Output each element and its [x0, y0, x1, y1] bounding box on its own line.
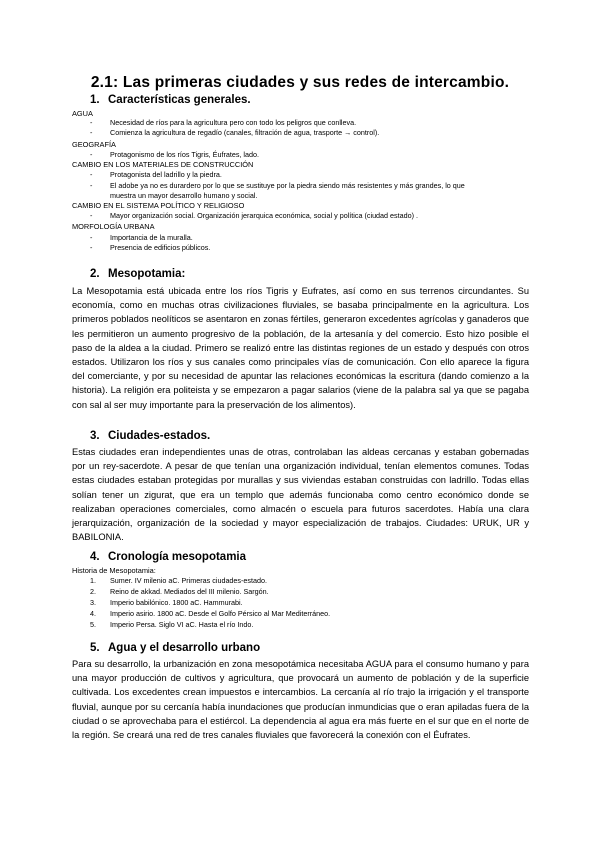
- list-item-number: 2.: [90, 587, 96, 596]
- list-item-text: Comienza la agricultura de regadío (canales, filtración de agua, trasporte → control).: [110, 128, 380, 137]
- list-item: - Mayor organización social. Organización jerarquica económica, social y política (ciudad estado) .: [90, 211, 419, 220]
- historia-label: Historia de Mesopotamia:: [72, 566, 156, 575]
- list-item-text: Imperio babilónico. 1800 aC. Hammurabi.: [110, 598, 243, 607]
- list-item: - Protagonismo de los ríos Tigris, Éufrates, lado.: [90, 150, 260, 159]
- section-number: 2.: [90, 268, 100, 280]
- list-item-text: El adobe ya no es durardero por lo que se sustituye por la piedra siendo más resistentes y más grandes, lo que: [110, 181, 465, 190]
- list-item-text: Imperio asirio. 1800 aC. Desde el Golfo Pérsico al Mar Mediterráneo.: [110, 609, 331, 618]
- list-item-number: 3.: [90, 598, 96, 607]
- section-2-heading: [90, 268, 185, 280]
- list-item: [90, 609, 330, 618]
- section-3-heading: [90, 430, 210, 442]
- list-item-text: Protagonismo de los ríos Tigris, Éufrates, lado.: [110, 150, 260, 159]
- list-item-text: Sumer. IV milenio aC. Primeras ciudades-estado.: [110, 576, 267, 585]
- sistema-label: CAMBIO EN EL SISTEMA POLÍTICO Y RELIGIOSO: [72, 201, 245, 210]
- section-title: Cronología mesopotamia: [108, 551, 247, 563]
- list-item: - Presencia de edificios públicos.: [90, 243, 211, 252]
- list-item: - Importancia de la muralla.: [90, 233, 193, 242]
- list-item-number: 4.: [90, 609, 96, 618]
- list-item: [90, 576, 267, 585]
- list-item-text: Presencia de edificios públicos.: [110, 243, 211, 252]
- list-item-text: Imperio Persa. Siglo VI aC. Hasta el río Indo.: [110, 620, 254, 629]
- list-item-text: Importancia de la muralla.: [110, 233, 193, 242]
- list-item: [90, 598, 243, 607]
- page-title: 2.1: Las primeras ciudades y sus redes de intercambio.: [90, 74, 510, 91]
- list-item-number: 5.: [90, 620, 96, 629]
- list-item-text: Protagonista del ladrillo y la piedra.: [110, 170, 222, 179]
- list-item-text: Necesidad de ríos para la agricultura pero con todo los peligros que conlleva.: [110, 118, 357, 127]
- section-number: 5.: [90, 642, 100, 654]
- section-4-heading: [90, 551, 246, 563]
- geografia-label: GEOGRAFÍA: [72, 140, 116, 149]
- list-item: - El adobe ya no es durardero por lo que se sustituye por la piedra siendo más resistentes y más grandes, lo que: [90, 181, 465, 190]
- list-item-number: 1.: [90, 576, 96, 585]
- section-1-heading: [90, 94, 251, 106]
- agua-label: AGUA: [72, 109, 93, 118]
- section-title: Características generales.: [108, 94, 251, 106]
- section-number: 4.: [90, 551, 100, 563]
- section-title: Ciudades-estados.: [108, 430, 211, 442]
- morfologia-label: MORFOLOGÍA URBANA: [72, 222, 155, 231]
- list-item-continuation: muestra un mayor desarrollo humano y social.: [110, 191, 258, 200]
- list-item: [90, 620, 253, 629]
- list-item: - Comienza la agricultura de regadío (canales, filtración de agua, trasporte → control).: [90, 128, 380, 137]
- section-number: 3.: [90, 430, 100, 442]
- section-title: Agua y el desarrollo urbano: [108, 642, 261, 654]
- section-title: Mesopotamia:: [108, 268, 186, 280]
- ciudades-estados-paragraph: Estas ciudades eran independientes unas de otras, controlaban las aldeas cercanas y estaban gobernadas por un rey-sacerdote. A pesar de que tenían una organización individual, tenían elementos comunes. Todas estas ciudades estaban protegidas por murallas y sus viviendas estaban construidas con ladrillo. Todas ellas solían tener un zigurat, que era un templo que además funcionaba como centro económico donde se realizaban operaciones comerciales, como almacén o escuela para futuros sacerdotes. Había una clara jerarquización, organización de la sociedad y mayor especialización de trabajos. Ciudades: URUK, UR y BABILONIA.: [72, 447, 529, 543]
- mesopotamia-paragraph: La Mesopotamia está ubicada entre los ríos Tigris y Eufrates, así como en sus terrenos circundantes. Su economía, como en muchas otras civilizaciones fluviales, se basaba principalmente en la agricultura. Los primeros poblados neolíticos se asentaron en zonas fértiles, generaron excedentes agrícolas y ganaderos que les permitieron un aumento progresivo de la población, de la artesanía y del comercio. Esto hizo posible el paso de la aldea a la ciudad. Primero se realizó entre las distintas regiones de un estado y después con otros estados. Utilizaron los ríos y sus canales como principales vías de comunicación. Con ello aparece la figura del comerciante, y por su necesidad de apuntar las relaciones económicas la escritura (dando comienzo a la historia). La religión era politeista y se empezaron a pagar salarios (viene de la palabra sal ya que se pagaba con sal al ser muy importante para la preservación de los alimentos).: [72, 286, 529, 410]
- section-number: 1.: [90, 94, 100, 106]
- agua-desarrollo-paragraph: Para su desarrollo, la urbanización en zona mesopotámica necesitaba AGUA para el consumo humano y para una mayor producción de cultivos y agricultura, que provocará un aumento de población y de la superficie cultivada. Los excedentes crean impuestos e intercambios. La cercanía al río trajo la irrigación y el transporte fluvial, aunque por su cercanía había inundaciones que producían inmundicias que o eran apiladas fuera de la ciudad o se aprovechaba para el estiércol. La dependencia al agua era más fuerte en el sur que en el norte de la región. Se creará una red de tres canales fluviales que favorecerá la conexión con el Éufrates.: [72, 659, 529, 741]
- list-item: - Protagonista del ladrillo y la piedra.: [90, 170, 222, 179]
- construccion-label: CAMBIO EN LOS MATERIALES DE CONSTRUCCIÓN: [72, 160, 254, 169]
- section-5-heading: [90, 642, 260, 654]
- list-item: [90, 587, 269, 596]
- list-item: - Necesidad de ríos para la agricultura pero con todo los peligros que conlleva.: [90, 118, 357, 127]
- list-item-text: Reino de akkad. Mediados del III milenio. Sargón.: [110, 587, 269, 596]
- list-item-text: Mayor organización social. Organización jerarquica económica, social y política (ciudad estado) .: [110, 211, 419, 220]
